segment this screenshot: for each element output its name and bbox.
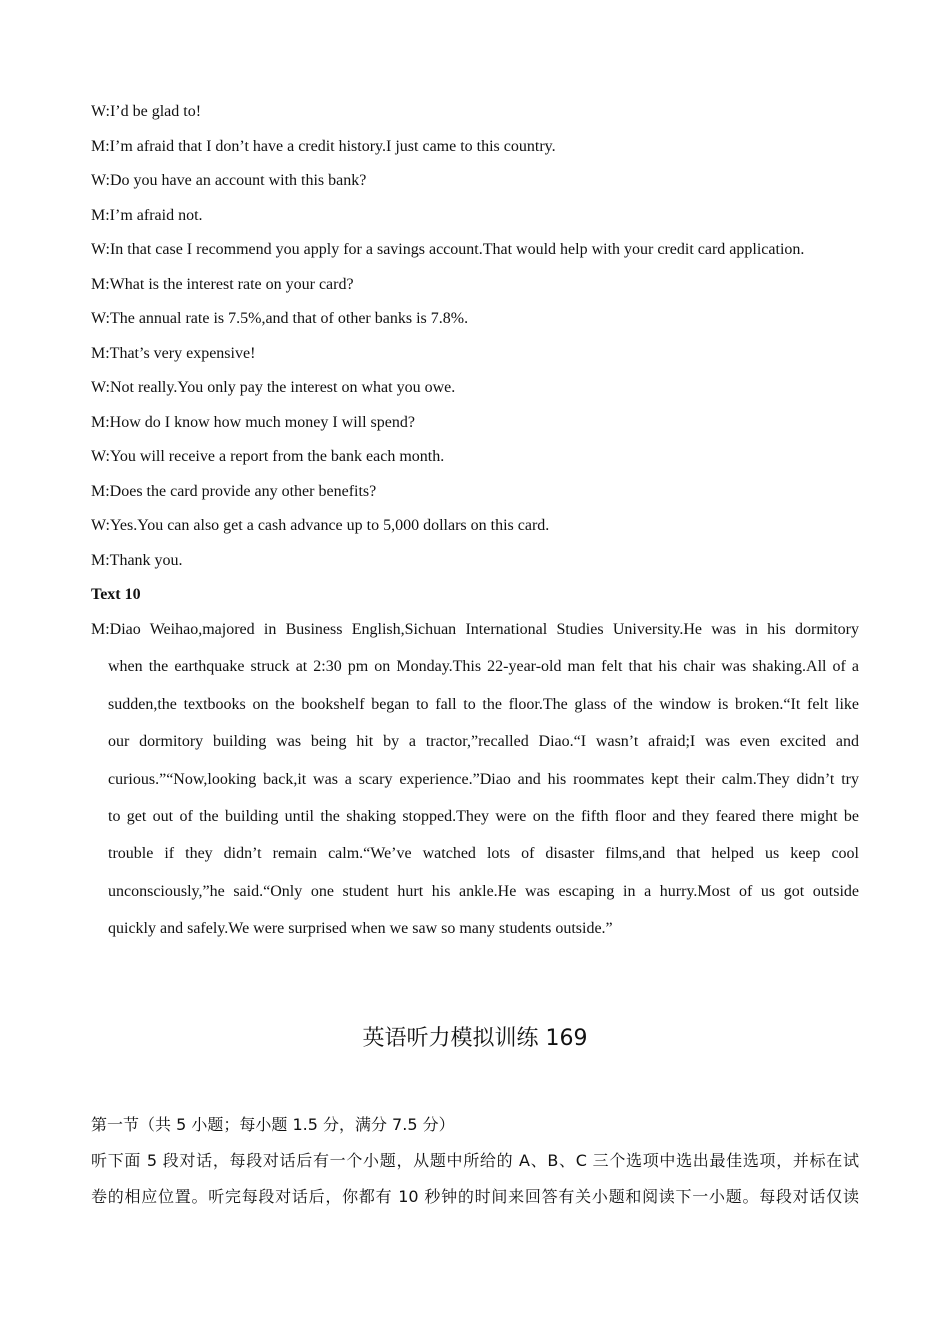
passage-line: curious.”“Now,looking back,it was a scary experience.”Diao and his roommates kept their calm.They didn’t try <box>108 770 859 788</box>
instructions-paragraph <box>91 1143 859 1215</box>
dialogue-line: M:How do I know how much money I will spend? <box>91 414 415 431</box>
dialogue-line: W:Not really.You only pay the interest on what you owe. <box>91 379 456 396</box>
passage-line: when the earthquake struck at 2:30 pm on Monday.This 22-year-old man felt that his chair was shaking.All of a <box>108 658 859 676</box>
dialogue-line: M:What is the interest rate on your card? <box>91 276 354 293</box>
passage-line: quickly and safely.We were surprised when we saw so many students outside.” <box>108 920 613 938</box>
dialogue-line: M:Does the card provide any other benefits? <box>91 483 377 500</box>
dialogue-line: M:That’s very expensive! <box>91 345 256 362</box>
dialogue-line: W:I’d be glad to! <box>91 103 202 120</box>
instructions-line: 卷的相应位置。听完每段对话后，你都有 10 秒钟的时间来回答有关小题和阅读下一小题。每段对话仅读 <box>91 1187 859 1206</box>
passage-line: trouble if they didn’t remain calm.“We’ve watched lots of disaster films,and that helped us keep cool <box>108 845 859 863</box>
text10-heading: Text 10 <box>91 586 141 603</box>
dialogue-line: M:I’m afraid that I don’t have a credit history.I just came to this country. <box>91 138 556 155</box>
dialogue-line: W:Do you have an account with this bank? <box>91 172 367 189</box>
passage-line: to get out of the building until the shaking stopped.They were on the fifth floor and they feared there might be <box>108 808 859 826</box>
dialogue-line: W:In that case I recommend you apply for a savings account.That would help with your credit card application. <box>91 241 805 258</box>
dialogue-line: W:Yes.You can also get a cash advance up to 5,000 dollars on this card. <box>91 517 550 534</box>
passage-line: M:Diao Weihao,majored in Business English,Sichuan International Studies University.He was in his dormitory <box>91 621 859 638</box>
instructions-line: 听下面 5 段对话，每段对话后有一个小题，从题中所给的 A、B、C 三个选项中选出最佳选项，并标在试 <box>91 1151 859 1170</box>
dialogue-line: W:You will receive a report from the bank each month. <box>91 448 445 465</box>
text10-passage <box>91 611 859 948</box>
section-heading: 第一节（共 5 小题；每小题 1.5 分，满分 7.5 分） <box>91 1115 455 1134</box>
passage-line: sudden,the textbooks on the bookshelf began to fall to the floor.The glass of the window is broken.“It felt like <box>108 695 859 713</box>
passage-line: our dormitory building was being hit by a tractor,”recalled Diao.“I wasn’t afraid;I was even excited and <box>108 733 859 751</box>
dialogue-line: M:Thank you. <box>91 552 183 569</box>
dialogue-line: M:I’m afraid not. <box>91 207 203 224</box>
dialogue-line: W:The annual rate is 7.5%,and that of other banks is 7.8%. <box>91 310 469 327</box>
exercise-title: 英语听力模拟训练 169 <box>362 1026 588 1051</box>
passage-line: unconsciously,”he said.“Only one student hurt his ankle.He was escaping in a hurry.Most of us got outside <box>108 882 859 900</box>
